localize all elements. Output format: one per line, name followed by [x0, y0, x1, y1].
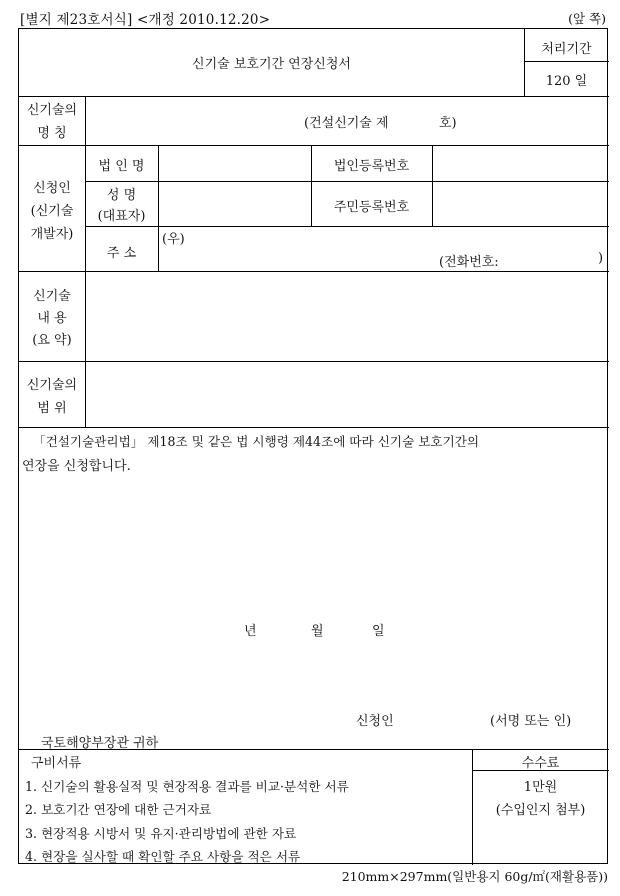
document-item-4: 4. 현장을 실사할 때 확인할 주요 사항을 적은 서류	[25, 849, 301, 864]
document-item-2: 2. 보호기간 연장에 대한 근거자료	[25, 802, 212, 817]
rep-name-label-2: (대표자)	[97, 209, 146, 224]
processing-period-label: 처리기간	[541, 42, 592, 57]
page-side-label: (앞 쪽)	[568, 11, 606, 26]
fee-amount: 1만원	[523, 780, 558, 795]
address-label: 주 소	[106, 246, 137, 261]
tech-content-label-2: 내 용	[37, 311, 67, 326]
phone-close: )	[598, 251, 604, 266]
form-number-label: [별지 제23호서식] <개정 2010.12.20>	[20, 12, 271, 28]
phone-label: (전화번호:	[439, 255, 499, 270]
corp-reg-label: 법인등록번호	[333, 159, 410, 174]
documents-title: 구비서류	[31, 756, 82, 771]
recipient: 국토해양부장관 귀하	[41, 736, 159, 751]
tech-scope-label-2: 범 위	[37, 401, 67, 416]
signature-applicant-label: 신청인	[356, 714, 394, 729]
corp-name-label: 법 인 명	[98, 159, 145, 174]
tech-name-prefix: (건설신기술 제	[304, 116, 389, 131]
signature-sign-label: (서명 또는 인)	[490, 714, 572, 729]
date-month: 월	[311, 624, 324, 639]
paper-spec: 210mm×297mm(일반용지 60g/㎡(재활용품))	[341, 869, 608, 884]
application-form	[18, 28, 608, 864]
document-item-3: 3. 현장적용 시방서 및 유지·관리방법에 관한 자료	[25, 826, 297, 841]
fee-label: 수수료	[521, 756, 560, 771]
tech-scope-label-1: 신기술의	[26, 378, 78, 393]
tech-content-label-1: 신기술	[33, 289, 71, 304]
tech-name-suffix: 호)	[439, 116, 457, 131]
tech-name-label-2: 명 칭	[37, 126, 67, 141]
zip-label: (우)	[162, 232, 185, 247]
document-item-1: 1. 신기술의 활용실적 및 현장적용 결과를 비교·분석한 서류	[25, 779, 349, 794]
processing-period-value: 120 일	[545, 74, 588, 89]
statement-line-2: 연장을 신청합니다.	[22, 459, 131, 474]
form-title: 신기술 보호기간 연장신청서	[192, 57, 351, 72]
applicant-label-1: 신청인	[33, 181, 71, 196]
applicant-label-2: (신기술	[30, 204, 74, 219]
date-year: 년	[244, 624, 257, 639]
resident-reg-label: 주민등록번호	[333, 200, 410, 215]
applicant-label-3: 개발자)	[30, 227, 74, 242]
fee-note: (수입인지 첨부)	[495, 803, 586, 818]
tech-name-label-1: 신기술의	[26, 103, 78, 118]
statement-line-1: 「건설기술관리법」 제18조 및 같은 법 시행령 제44조에 따라 신기술 보호기간의	[33, 434, 480, 449]
tech-content-label-3: (요 약)	[32, 333, 72, 348]
rep-name-label-1: 성 명	[106, 188, 137, 203]
date-day: 일	[372, 624, 385, 639]
